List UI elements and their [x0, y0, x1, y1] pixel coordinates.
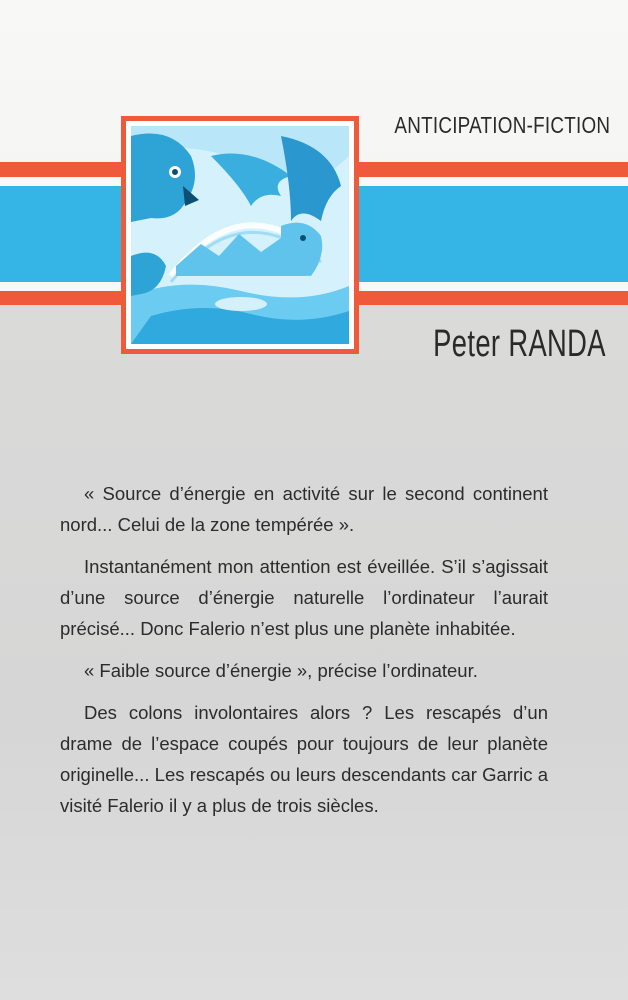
- blurb-paragraph: « Faible source d’énergie », précise l’ordinateur.: [84, 660, 478, 681]
- blurb-paragraph: Instantanément mon attention est éveillée. S’il s’agissait d’une source d’énergie naturelle l’ordinateur l’aurait précisé... Donc Falerio n’est plus une planète inhabitée.: [60, 556, 548, 639]
- back-cover-blurb: [60, 478, 548, 832]
- bird-illustration-icon: [131, 126, 349, 344]
- series-label: ANTICIPATION-FICTION: [394, 112, 610, 138]
- blurb-paragraph: « Source d’énergie en activité sur le second continent nord... Celui de la zone tempérée ».: [60, 483, 548, 535]
- blurb-paragraph: Des colons involontaires alors ? Les rescapés d’un drame de l’espace coupés pour toujours de leur planète originelle... Les rescapés ou leurs descendants car Garric a visité Falerio il y a plus de trois siècles.: [60, 702, 548, 816]
- author-name: Peter RANDA: [433, 323, 606, 365]
- cover-illustration-frame: [121, 116, 359, 354]
- cover-illustration: [126, 121, 354, 349]
